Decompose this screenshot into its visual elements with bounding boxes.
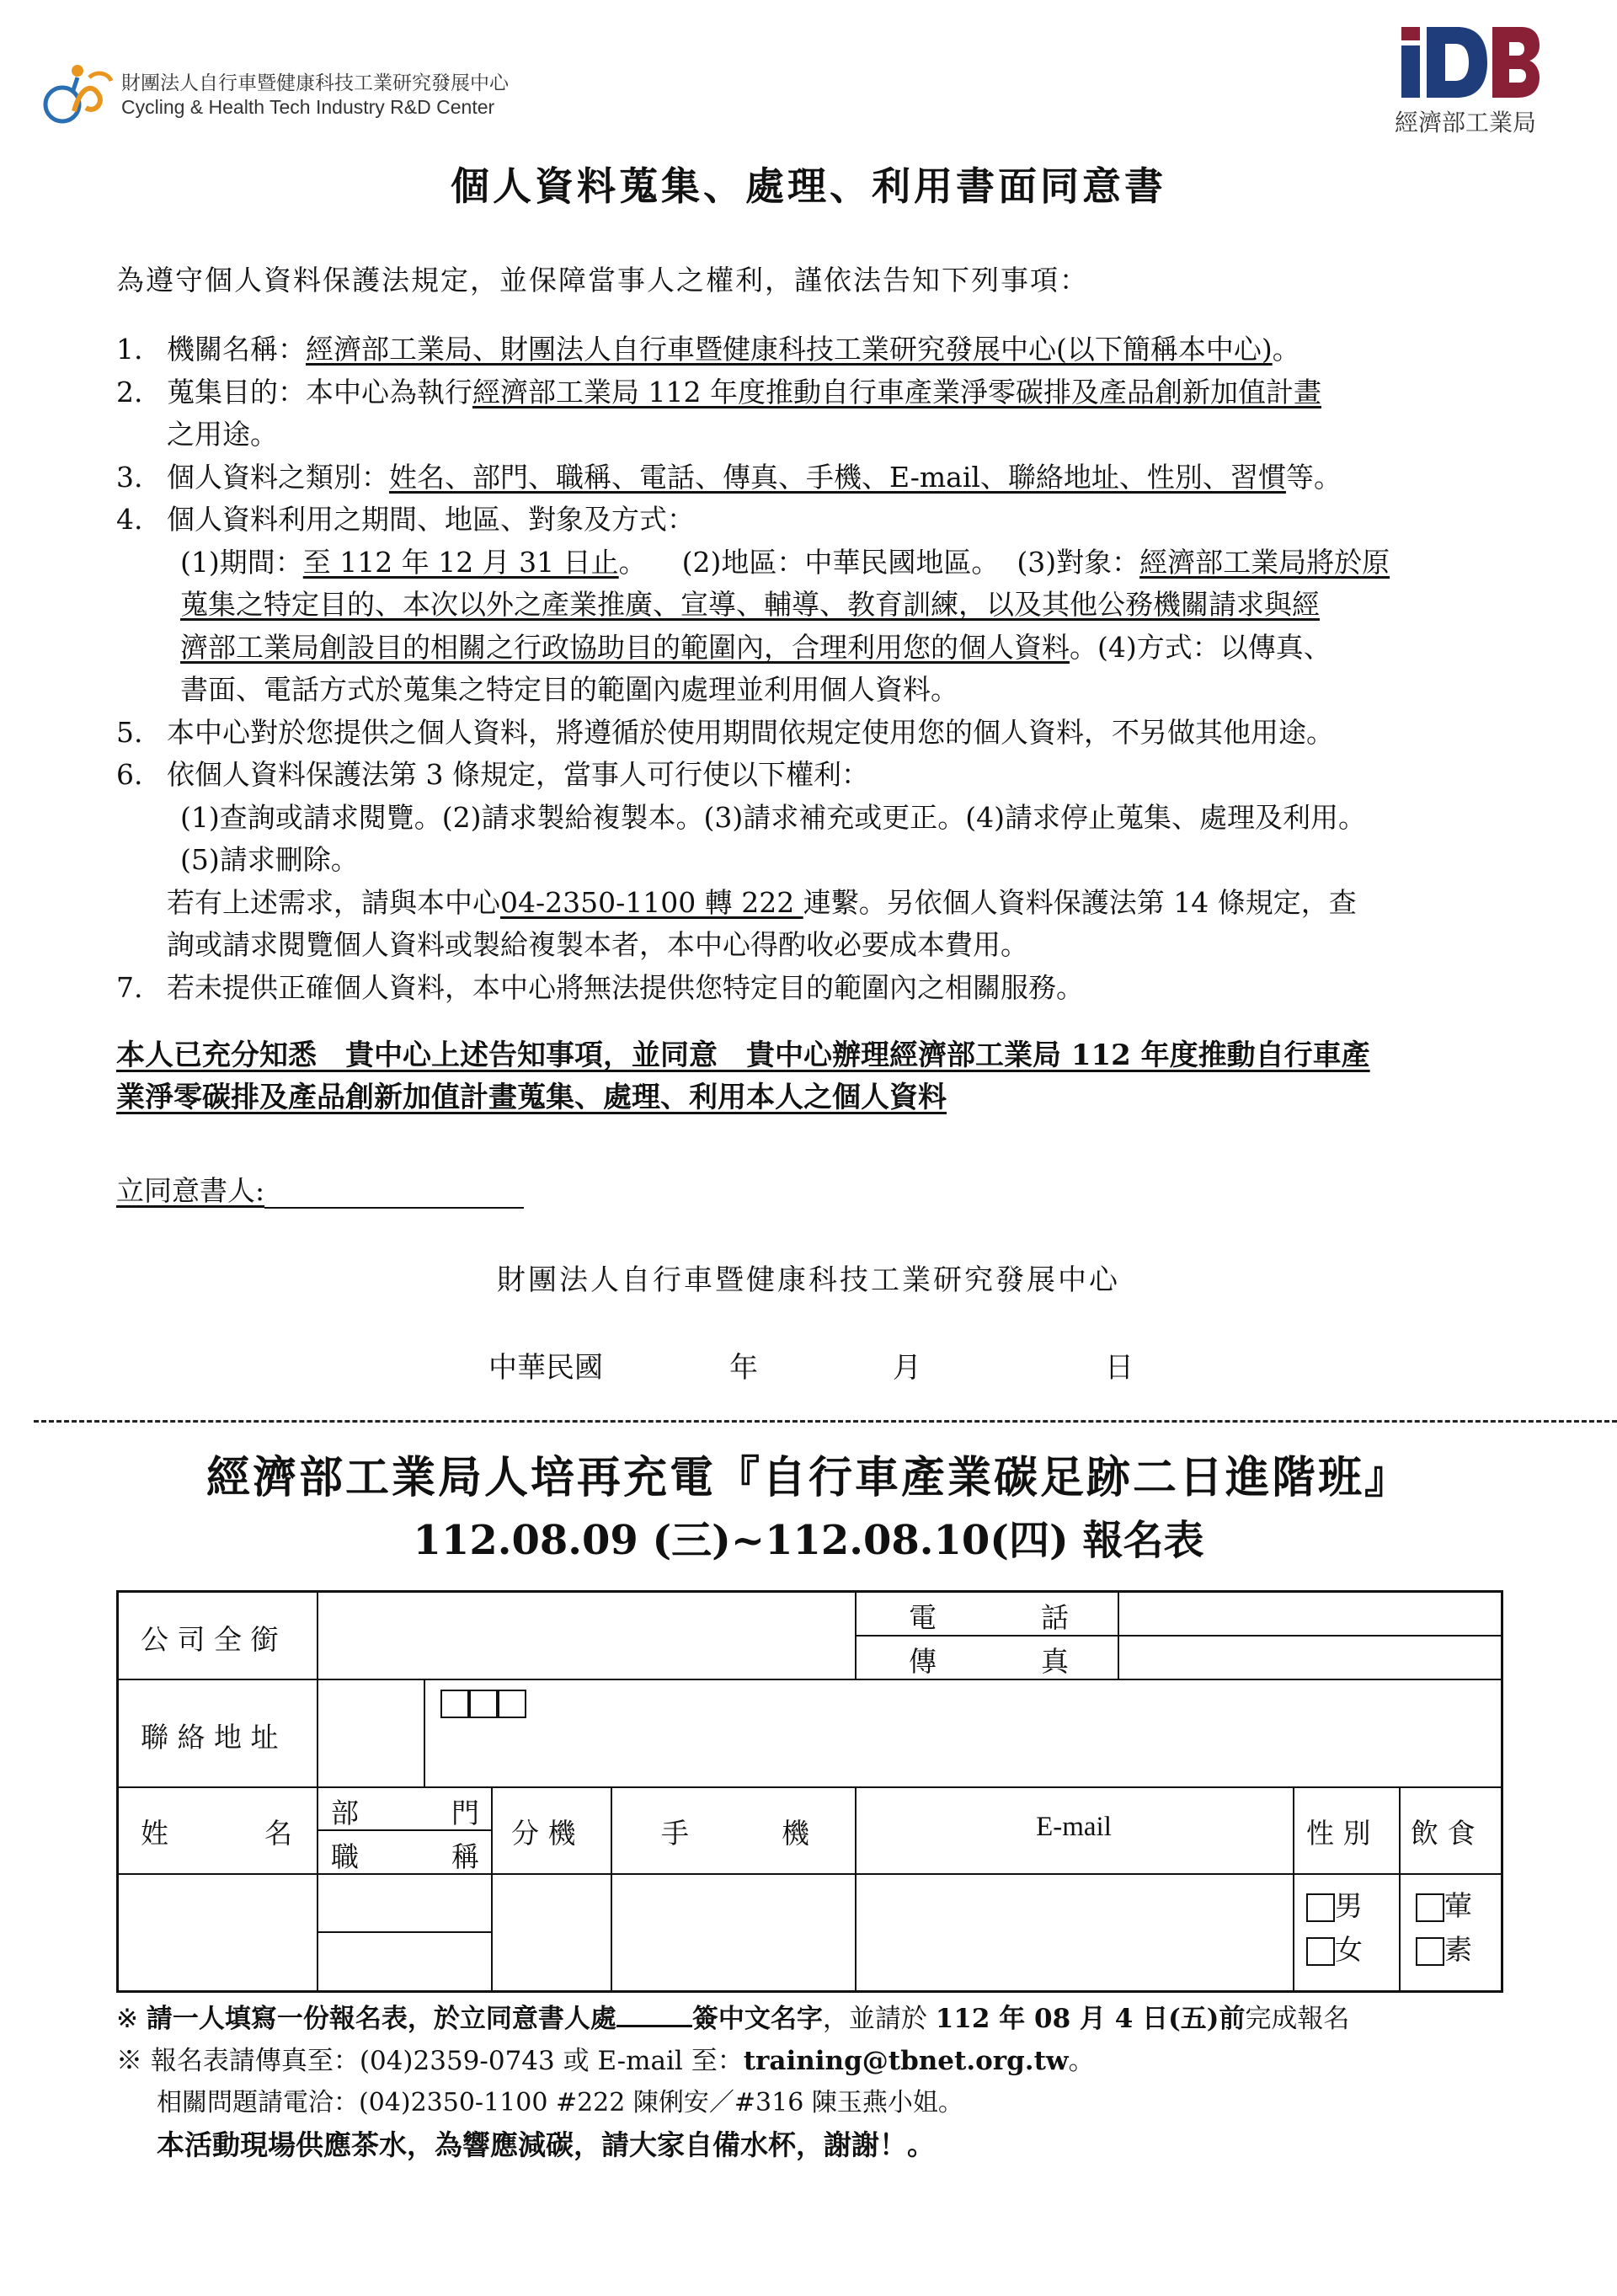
agency-logo <box>1390 24 1550 141</box>
mobile-input[interactable] <box>613 1876 852 1989</box>
diet-veg-option[interactable]: 素 <box>1416 1928 1472 1968</box>
name-label: 姓 名 <box>141 1817 292 1850</box>
phone-label: 電 話 <box>909 1601 1069 1634</box>
diet-meat-option[interactable]: 葷 <box>1416 1884 1472 1924</box>
note-line: ※ 請一人填寫一份報名表，於立同意書人處 簽中文名字，並請於 112 年 08 月 4 日(五)前完成報名 <box>116 1998 1349 2040</box>
contact-email-link[interactable]: training@tbnet.org.tw <box>743 2046 1069 2076</box>
list-item: 5. 本中心對於您提供之個人資料，將遵循於使用期間依規定使用您的個人資料，不另做其他用途。 <box>116 715 1334 749</box>
company-label: 公 司 全 銜 <box>141 1623 279 1656</box>
date-prefix: 中華民國 <box>488 1351 603 1385</box>
idb-logo-icon <box>1398 24 1541 101</box>
org-name-en: Cycling & Health Tech Industry R&D Center <box>121 96 495 118</box>
job-title-input[interactable] <box>319 1934 489 1988</box>
company-input[interactable] <box>321 1596 851 1675</box>
job-title-label: 職 稱 <box>331 1840 479 1873</box>
postal-code-digit-box[interactable] <box>498 1690 526 1718</box>
org-logo <box>40 52 512 136</box>
fax-input[interactable] <box>1121 1638 1498 1677</box>
female-checkbox[interactable] <box>1306 1937 1335 1966</box>
signature-line[interactable] <box>264 1175 524 1209</box>
postal-code-boxes[interactable] <box>440 1685 526 1718</box>
list-item: 1. 機關名稱：經濟部工業局、財團法人自行車暨健康科技工業研究發展中心(以下簡稱本中心)。 <box>116 333 1300 366</box>
gender-label: 性 別 <box>1306 1817 1371 1850</box>
center-name: 財團法人自行車暨健康科技工業研究發展中心 <box>497 1263 1120 1297</box>
consent-title: 個人資料蒐集、處理、利用書面同意書 <box>451 163 1166 209</box>
list-item: 6. 依個人資料保護法第 3 條規定，當事人可行使以下權利： (1)查詢或請求閱覽。(2)請求製給複製本。(3)請求補充或更正。(4)請求停止蒐集、處理及利用。 (5)請求刪除。 若有上述需求，請與本中心04-2350-1100 轉 222 連繫。另依個人資料保護法第 14 條規定，查 詢或請求閱覽個人資料或製給複製本者，本中心得酌收必要成本費用。 <box>116 758 1366 961</box>
list-item: 2. 蒐集目的：本中心為執行經濟部工業局 112 年度推動自行車產業淨零碳排及產品創新加值計畫 之用途。 <box>116 375 1321 451</box>
note-line: ※ 報名表請傳真至：(04)2359-0743 或 E-mail 至：training@tbnet.org.tw。 <box>116 2046 1095 2076</box>
date-year-label: 年 <box>729 1351 758 1385</box>
phone-input[interactable] <box>1121 1594 1498 1633</box>
male-checkbox[interactable] <box>1306 1893 1335 1922</box>
list-item: 7. 若未提供正確個人資料，本中心將無法提供您特定目的範圍內之相關服務。 <box>116 970 1084 1004</box>
extension-input[interactable] <box>494 1876 608 1989</box>
fax-label: 傳 真 <box>909 1645 1069 1678</box>
note-line: 相關問題請電洽：(04)2350-1100 #222 陳俐安／#316 陳玉燕小姐。 <box>157 2088 963 2117</box>
registration-notes <box>116 1998 1349 2166</box>
list-item: 3. 個人資料之類別：姓名、部門、職稱、電話、傳真、手機、E-mail、聯絡地址、性別、習慣等。 <box>116 460 1342 494</box>
veg-checkbox[interactable] <box>1416 1937 1444 1966</box>
agency-name: 經濟部工業局 <box>1395 109 1537 136</box>
name-input[interactable] <box>120 1876 314 1989</box>
meat-checkbox[interactable] <box>1416 1893 1444 1922</box>
consent-items <box>116 328 1506 1009</box>
date-day-label: 日 <box>1105 1351 1134 1385</box>
registration-title: 經濟部工業局人培再充電『自行車產業碳足跡二日進階班』 <box>205 1452 1411 1503</box>
date-month-label: 月 <box>893 1351 921 1385</box>
consent-intro: 為遵守個人資料保護法規定，並保障當事人之權利，謹依法告知下列事項： <box>116 264 1089 296</box>
registration-table <box>116 1590 1503 1993</box>
dept-label: 部 門 <box>331 1797 479 1829</box>
gender-male-option[interactable]: 男 <box>1306 1884 1363 1924</box>
list-item: 4. 個人資料利用之期間、地區、對象及方式： (1)期間：至 112 年 12 月 31 日止。 (2)地區：中華民國地區。 (3)對象：經濟部工業局將於原 蒐集之特定目的、本次以外之產業推廣、宣導、輔導、教育訓練，以及其他公務機關請求與經 濟部工業局創設目的相關之行政協助目的範圍內，合理利用您的個人資料。(4)方式：以傳真、 書面、電話方式於蒐集之特定目的範圍內處理並利用個人資料。 <box>116 503 1390 706</box>
email-label: E-mail <box>1036 1812 1112 1842</box>
mobile-label: 手 機 <box>661 1817 809 1850</box>
note-line: 本活動現場供應茶水，為響應減碳，請大家自備水杯，謝謝！。 <box>157 2128 935 2161</box>
org-name-cn: 財團法人自行車暨健康科技工業研究發展中心 <box>121 72 509 94</box>
extension-label: 分 機 <box>511 1817 576 1850</box>
consent-statement: 本人已充分知悉 貴中心上述告知事項，並同意 貴中心辦理經濟部工業局 112 年度推動自行車產 業淨零碳排及產品創新加值計畫蒐集、處理、利用本人之個人資料 <box>116 1039 1370 1114</box>
signer-label: 立同意書人: <box>116 1174 265 1207</box>
address-label: 聯 絡 地 址 <box>141 1721 279 1754</box>
postal-code-digit-box[interactable] <box>440 1690 469 1718</box>
cycling-logo-icon <box>40 52 118 130</box>
dept-input[interactable] <box>319 1876 489 1930</box>
gender-female-option[interactable]: 女 <box>1306 1928 1363 1968</box>
diet-label: 飲 食 <box>1411 1817 1476 1850</box>
signer-field[interactable] <box>116 1169 524 1209</box>
email-input[interactable] <box>857 1876 1290 1989</box>
cut-line <box>34 1420 1617 1423</box>
postal-code-digit-box[interactable] <box>469 1690 498 1718</box>
registration-subtitle: 112.08.09 (三)~112.08.10(四) 報名表 <box>413 1517 1204 1564</box>
